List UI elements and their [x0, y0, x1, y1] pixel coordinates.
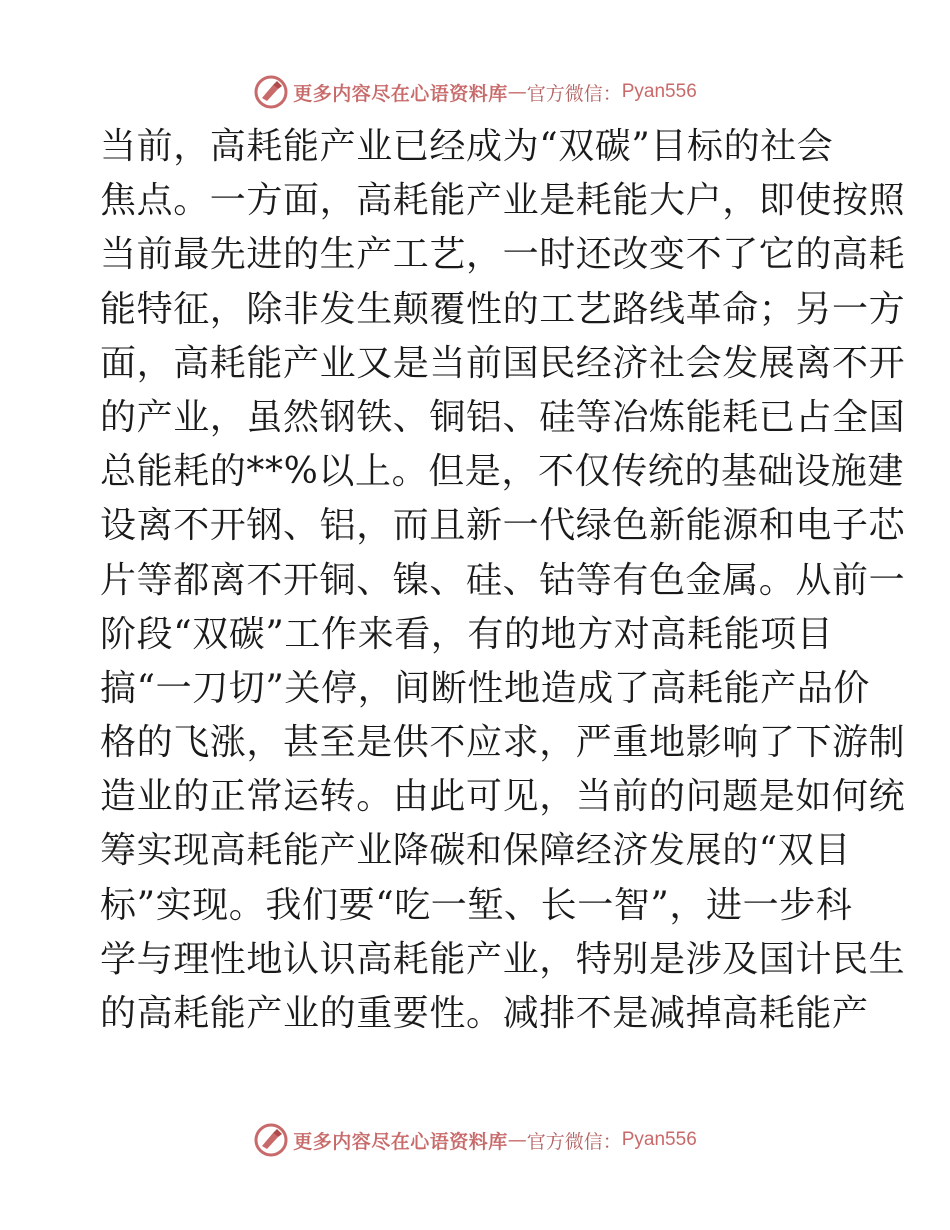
body-line: 学与理性地认识高耗能产业，特别是涉及国计民生 [100, 938, 906, 980]
body-line: 当前，高耗能产业已经成为“双碳”目标的社会 [100, 126, 834, 167]
body-line: 标”实现。我们要“吃一堑、长一智”，进一步科 [100, 884, 853, 926]
body-line: 阶段“双碳”工作来看，有的地方对高耗能项目 [100, 613, 834, 655]
body-line: 焦点。一方面，高耗能产业是耗能大户，即使按照 [100, 180, 906, 222]
body-line: 的产业，虽然钢铁、铜铝、硅等冶炼能耗已占全国 [100, 396, 906, 438]
body-line: 的高耗能产业的重要性。减排不是减掉高耗能产 [100, 993, 869, 1034]
watermark-separator: — [507, 1129, 527, 1151]
watermark-text: 更多内容尽在心语资料库 [293, 82, 508, 105]
watermark-wechat-id: Pyan556 [621, 81, 697, 102]
body-line: 设离不开钢、铝，而且新一代绿色新能源和电子芯 [100, 505, 906, 547]
body-line: 格的飞涨，甚至是供不应求，严重地影响了下游制 [100, 722, 906, 764]
body-line: 面，高耗能产业又是当前国民经济社会发展离不开 [100, 342, 906, 384]
document-body [100, 120, 906, 1041]
watermark-separator: — [507, 81, 527, 103]
watermark-text: 更多内容尽在心语资料库 [293, 1130, 508, 1153]
header-watermark [0, 70, 950, 114]
seal-logo-icon [253, 1122, 289, 1158]
watermark-wechat-label: 官方微信： [526, 1130, 622, 1153]
seal-logo-icon [253, 74, 289, 110]
body-line: 总能耗的**%以上。但是，不仅传统的基础设施建 [100, 451, 905, 493]
watermark-wechat-label: 官方微信： [526, 82, 622, 105]
watermark-wechat-id: Pyan556 [621, 1129, 697, 1150]
body-line: 片等都离不开铜、镍、硅、钴等有色金属。从前一 [100, 559, 906, 601]
body-line: 筹实现高耗能产业降碳和保障经济发展的“双目 [100, 830, 852, 872]
body-line: 能特征，除非发生颠覆性的工艺路线革命；另一方 [100, 288, 906, 330]
body-line: 当前最先进的生产工艺，一时还改变不了它的高耗 [100, 234, 906, 276]
body-line: 搞“一刀切”关停，间断性地造成了高耗能产品价 [100, 667, 871, 709]
body-line: 造业的正常运转。由此可见，当前的问题是如何统 [100, 776, 906, 818]
footer-watermark [0, 1118, 950, 1162]
